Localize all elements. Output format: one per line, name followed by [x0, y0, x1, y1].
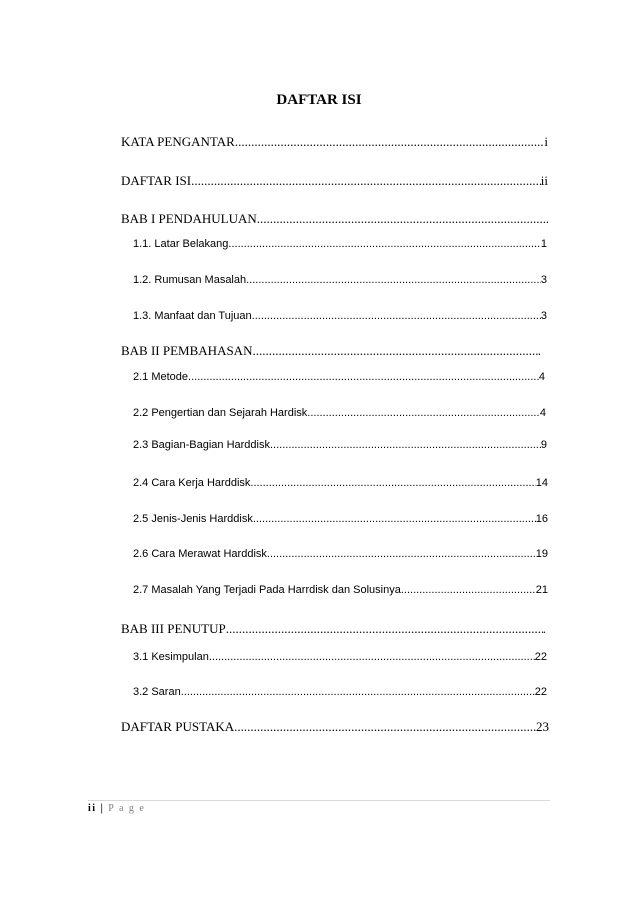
- toc-entry-label: 2.6 Cara Merawat Harddisk: [133, 548, 267, 560]
- toc-entry-page: 22: [534, 686, 547, 698]
- dot-leader: [226, 621, 543, 637]
- footer-divider: [88, 800, 550, 801]
- dot-leader: [181, 684, 535, 700]
- toc-entry-page: i: [544, 134, 548, 149]
- footer-page-word: P a g e: [108, 803, 146, 814]
- toc-entry-label: 1.1. Latar Belakang: [133, 238, 229, 250]
- dot-leader: [270, 437, 541, 453]
- toc-entry-page: 19: [535, 548, 548, 560]
- toc-entry-label: KATA PENGANTAR: [121, 134, 235, 149]
- toc-entry-bab-1[interactable]: [121, 211, 549, 227]
- toc-entry-label: 1.2. Rumusan Masalah: [133, 274, 247, 286]
- dot-leader: [401, 582, 536, 598]
- toc-entry-page: 14: [535, 477, 548, 489]
- toc-entry-1-2[interactable]: [133, 272, 547, 288]
- toc-entry-page: 16: [535, 513, 548, 525]
- toc-entry-page: .: [545, 211, 549, 226]
- dot-leader: [267, 546, 536, 562]
- toc-entry-page: 1: [540, 238, 547, 250]
- toc-entry-3-1[interactable]: [133, 649, 547, 665]
- toc-entry-2-3[interactable]: [133, 437, 547, 453]
- toc-entry-bab-3[interactable]: [121, 621, 546, 637]
- toc-entry-page: 23: [536, 719, 549, 734]
- dot-leader: [228, 236, 540, 252]
- toc-entry-page: 4: [538, 371, 545, 383]
- toc-entry-label: 2.7 Masalah Yang Terjadi Pada Harrdisk dan Solusinya: [133, 584, 401, 596]
- dot-leader: [235, 134, 545, 150]
- dot-leader: [209, 649, 535, 665]
- toc-entry-daftar-isi[interactable]: [121, 173, 548, 189]
- dot-leader: [252, 308, 541, 324]
- toc-entry-label: BAB III PENUTUP: [121, 621, 226, 636]
- toc-entry-label: 3.2 Saran: [133, 686, 181, 698]
- toc-entry-page: 9: [540, 439, 547, 451]
- toc-entry-page: 3: [540, 310, 547, 322]
- dot-leader: [191, 173, 541, 189]
- toc-entry-2-5[interactable]: [133, 511, 548, 527]
- toc-entry-label: 1.3. Manfaat dan Tujuan: [133, 310, 252, 322]
- footer-separator: |: [96, 803, 109, 814]
- toc-entry-label: 2.4 Cara Kerja Harddisk: [133, 477, 251, 489]
- toc-entry-page: 3: [540, 274, 547, 286]
- toc-entry-label: 2.1 Metode: [133, 371, 189, 383]
- toc-entry-page: 21: [535, 584, 548, 596]
- dot-leader: [234, 719, 536, 735]
- toc-entry-3-2[interactable]: [133, 684, 547, 700]
- toc-entry-1-3[interactable]: [133, 308, 547, 324]
- toc-entry-label: 2.3 Bagian-Bagian Harddisk: [133, 439, 270, 451]
- toc-entry-2-4[interactable]: [133, 475, 548, 491]
- toc-entry-label: 3.1 Kesimpulan: [133, 651, 209, 663]
- page-title: DAFTAR ISI: [276, 92, 362, 108]
- toc-entry-label: 2.2 Pengertian dan Sejarah Hardisk: [133, 407, 308, 419]
- toc-entry-label: DAFTAR ISI: [121, 173, 192, 188]
- toc-entry-1-1[interactable]: [133, 236, 547, 252]
- toc-entry-bab-2[interactable]: [121, 343, 541, 359]
- toc-entry-2-1[interactable]: [133, 369, 545, 385]
- page-footer: [88, 803, 145, 814]
- footer-page-number: ii: [88, 803, 97, 814]
- toc-entry-label: BAB II PEMBAHASAN: [121, 343, 253, 358]
- toc-entry-label: BAB I PENDAHULUAN: [121, 211, 257, 226]
- dot-leader: [257, 211, 546, 227]
- toc-entry-page: .: [542, 621, 546, 636]
- toc-entry-page: ii: [540, 173, 548, 188]
- dot-leader: [250, 475, 535, 491]
- toc-entry-2-7[interactable]: [133, 582, 548, 598]
- dot-leader: [188, 369, 539, 385]
- toc-entry-page: .: [537, 343, 541, 358]
- toc-entry-2-2[interactable]: [133, 405, 546, 421]
- toc-entry-daftar-pustaka[interactable]: [121, 719, 549, 735]
- toc-entry-label: DAFTAR PUSTAKA: [121, 719, 235, 734]
- toc-entry-kata-pengantar[interactable]: [121, 134, 548, 150]
- toc-entry-2-6[interactable]: [133, 546, 548, 562]
- dot-leader: [307, 405, 540, 421]
- toc-entry-page: 22: [534, 651, 547, 663]
- toc-entry-label: 2.5 Jenis-Jenis Harddisk: [133, 513, 253, 525]
- dot-leader: [246, 272, 541, 288]
- dot-leader: [253, 511, 536, 527]
- toc-entry-page: 4: [539, 407, 546, 419]
- dot-leader: [252, 343, 537, 359]
